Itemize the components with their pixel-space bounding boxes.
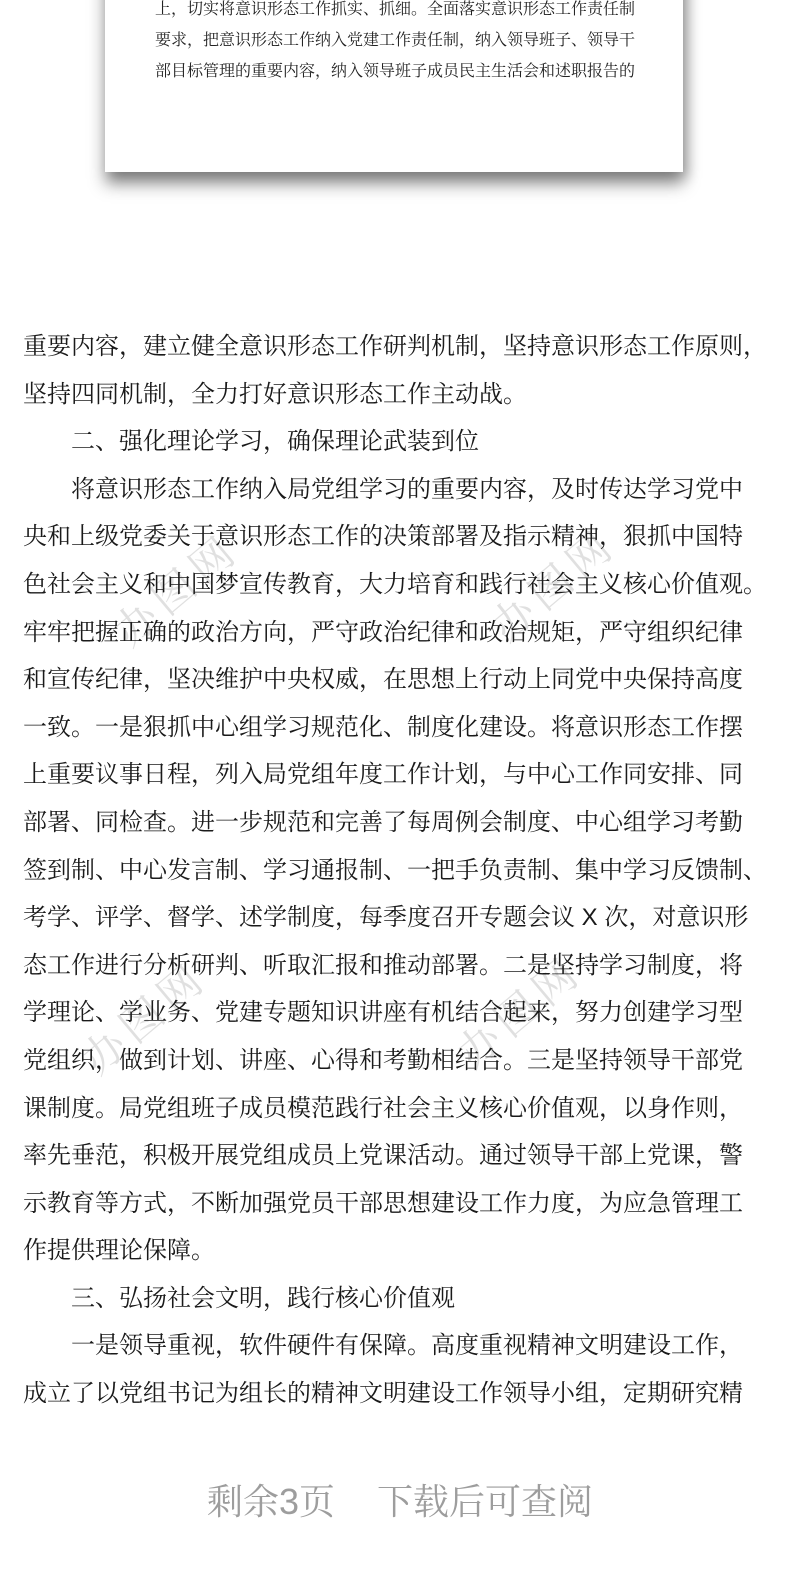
watermark-text: 办图网 (73, 952, 217, 1084)
preview-text-line: 部目标管理的重要内容，纳入领导班子成员民主生活会和述职报告的 (155, 63, 636, 80)
preview-text-line: 上，切实将意识形态工作抓实、抓细。全面落实意识形态工作责任制 (155, 1, 636, 18)
document-text-line: 一致。一是狠抓中心组学习规范化、制度化建设。将意识形态工作摆 (23, 713, 743, 741)
download-notice (0, 1482, 800, 1522)
document-text-line: 课制度。局党组班子成员模范践行社会主义核心价值观，以身作则， (23, 1094, 743, 1122)
document-text-line: 和宣传纪律，坚决维护中央权威，在思想上行动上同党中央保持高度 (23, 666, 743, 694)
watermark-text: 办图网 (105, 524, 249, 656)
document-text-line: 作提供理论保障。 (23, 1237, 215, 1265)
document-text-line: 部署、同检查。进一步规范和完善了每周例会制度、中心组学习考勤 (23, 808, 743, 836)
document-text-line: 态工作进行分析研判、听取汇报和推动部署。二是坚持学习制度，将 (23, 951, 743, 979)
document-text-line: 学理论、学业务、党建专题知识讲座有机结合起来，努力创建学习型 (23, 999, 743, 1027)
document-text-line: 率先垂范，积极开展党组成员上党课活动。通过领导干部上党课，警 (23, 1142, 743, 1170)
document-text-line: 三、弘扬社会文明，践行核心价值观 (23, 1284, 455, 1312)
document-text-line: 色社会主义和中国梦宣传教育，大力培育和践行社会主义核心价值观。 (23, 570, 767, 598)
document-text-line: 成立了以党组书记为组长的精神文明建设工作领导小组，定期研究精 (23, 1380, 743, 1408)
document-text-line: 牢牢把握正确的政治方向，严守政治纪律和政治规矩，严守组织纪律 (23, 618, 743, 646)
preview-card-text (105, 0, 683, 87)
previous-page-preview-card (105, 0, 683, 172)
document-text-line: 考学、评学、督学、述学制度，每季度召开专题会议 X 次，对意识形 (23, 904, 749, 932)
document-text-line: 签到制、中心发言制、学习通报制、一把手负责制、集中学习反馈制、 (23, 856, 767, 884)
preview-text-line: 要求，把意识形态工作纳入党建工作责任制，纳入领导班子、领导干 (155, 32, 636, 49)
document-text-line: 央和上级党委关于意识形态工作的决策部署及指示精神，狠抓中国特 (23, 523, 743, 551)
watermark-text: 办图网 (448, 946, 592, 1078)
remaining-pages-label: 剩余3页 (206, 1481, 335, 1522)
document-text-line: 党组织，做到计划、讲座、心得和考勤相结合。三是坚持领导干部党 (23, 1046, 743, 1074)
document-text-line: 一是领导重视，软件硬件有保障。高度重视精神文明建设工作， (23, 1332, 743, 1360)
document-text-line: 示教育等方式，不断加强党员干部思想建设工作力度，为应急管理工 (23, 1189, 743, 1217)
document-text (23, 323, 777, 1418)
watermark-text: 办图网 (482, 519, 626, 651)
document-text-line: 上重要议事日程，列入局党组年度工作计划，与中心工作同安排、同 (23, 761, 743, 789)
document-text-line: 二、强化理论学习，确保理论武装到位 (23, 428, 479, 456)
download-hint-label: 下载后可查阅 (377, 1481, 594, 1522)
document-text-line: 坚持四同机制，全力打好意识形态工作主动战。 (23, 380, 527, 408)
document-text-line: 重要内容，建立健全意识形态工作研判机制，坚持意识形态工作原则， (23, 333, 767, 360)
document-text-line: 将意识形态工作纳入局党组学习的重要内容，及时传达学习党中 (23, 475, 743, 503)
